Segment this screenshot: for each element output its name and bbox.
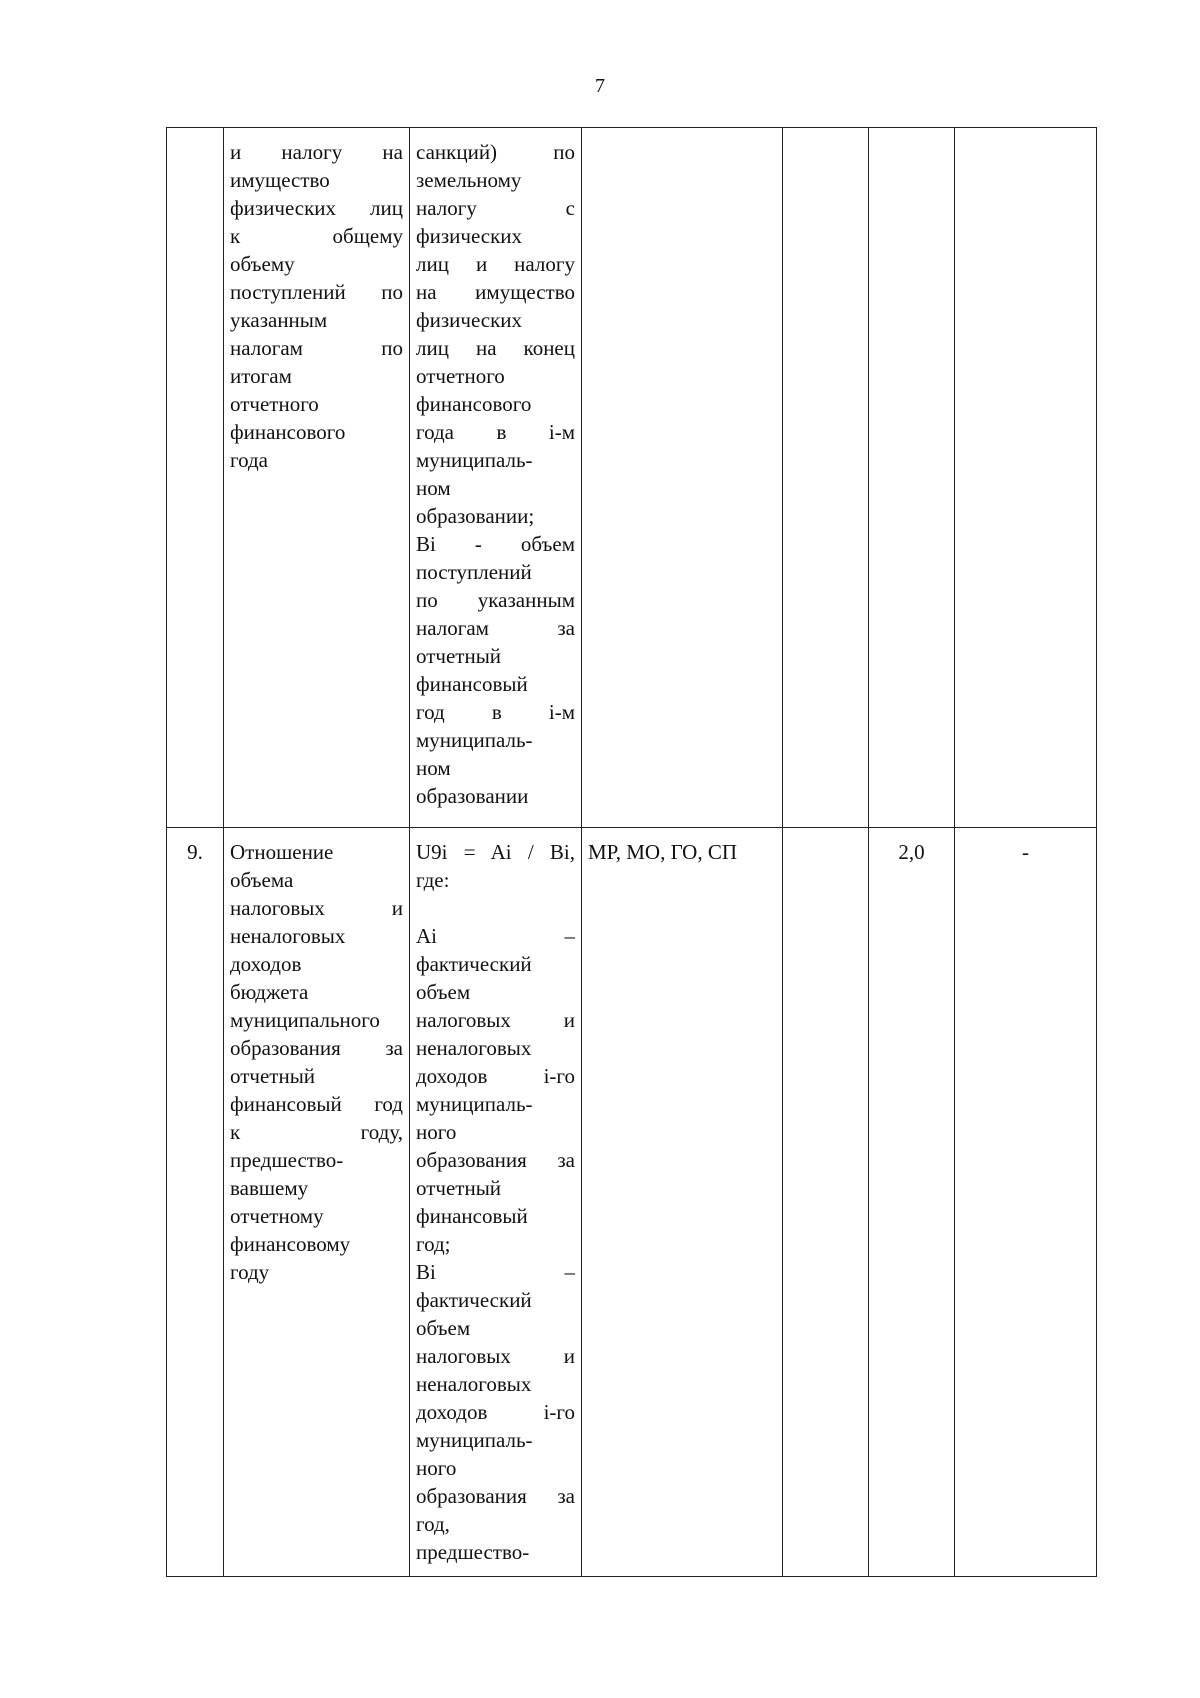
text-line: физических <box>416 224 523 248</box>
text-line: физических лиц <box>230 196 403 220</box>
page-number: 7 <box>595 75 605 97</box>
text-line: Отношение <box>230 840 334 864</box>
text-line: итогам <box>230 364 292 388</box>
text-line: ном <box>416 756 451 780</box>
text-line: неналоговых <box>230 924 346 948</box>
text-line: Bi - объем <box>416 532 575 556</box>
text-line: лиц и налогу <box>416 252 575 276</box>
text-line: налогам за <box>416 616 575 640</box>
text-line: фактический <box>416 1288 532 1312</box>
column-7-cell <box>955 128 1097 828</box>
row-number-cell <box>167 128 224 828</box>
text-line: к году, <box>230 1120 403 1144</box>
text-line: муниципаль- <box>416 448 533 472</box>
text-line: отчетный <box>416 1176 502 1200</box>
text-line: ном <box>416 476 451 500</box>
column-5-cell <box>783 828 869 1577</box>
text-line: указанным <box>230 308 328 332</box>
text-line: образовании <box>416 784 529 808</box>
text-line: фактический <box>416 952 532 976</box>
text-line: года <box>230 448 268 472</box>
text-line: где: <box>416 868 450 892</box>
text-line: бюджета <box>230 980 309 1004</box>
text-line: финансовому <box>230 1232 351 1256</box>
indicator-name-cell <box>224 128 410 828</box>
text-line: доходов i-го <box>416 1064 575 1088</box>
weight-cell: 2,0 <box>869 828 955 1577</box>
applies-to-cell <box>582 128 783 828</box>
text-line: муниципаль- <box>416 1428 533 1452</box>
text-line: отчетный <box>416 644 502 668</box>
text-line: к общему <box>230 224 403 248</box>
text-line: и налогу на <box>230 140 403 164</box>
text-line: год; <box>416 1232 451 1256</box>
text-line: отчетному <box>230 1204 324 1228</box>
text-line: налоговых и <box>416 1008 575 1032</box>
text-line: году <box>230 1260 270 1284</box>
text-line: образования за <box>416 1148 575 1172</box>
text-line: отчетного <box>416 364 505 388</box>
text-line: финансовый <box>416 1204 528 1228</box>
text-line: физических <box>416 308 523 332</box>
text-line: ного <box>416 1120 457 1144</box>
text-line: образования за <box>416 1484 575 1508</box>
text-line: финансового <box>230 420 346 444</box>
text-line: налогам по <box>230 336 403 360</box>
text-line: неналоговых <box>416 1372 532 1396</box>
text-line: поступлений <box>416 560 532 584</box>
text-line: доходов <box>230 952 302 976</box>
applies-to-cell: МР, МО, ГО, СП <box>582 828 783 1577</box>
text-line: объем <box>416 980 471 1004</box>
text-line: Ai – <box>416 924 575 948</box>
column-7-cell: - <box>955 828 1097 1577</box>
table-row <box>167 128 1097 828</box>
text-line: налогу с <box>416 196 575 220</box>
text-line: муниципаль- <box>416 1092 533 1116</box>
text-line: год в i-м <box>416 700 575 724</box>
text-line: года в i-м <box>416 420 575 444</box>
text-line: финансовый год <box>230 1092 403 1116</box>
text-line: на имущество <box>416 280 575 304</box>
indicators-table <box>166 127 1097 1577</box>
text-line: муниципаль- <box>416 728 533 752</box>
text-line: налоговых и <box>230 896 403 920</box>
text-line: финансового <box>416 392 532 416</box>
text-line <box>416 894 575 922</box>
text-line: отчетный <box>230 1064 316 1088</box>
table-row <box>167 828 1097 1577</box>
text-line: отчетного <box>230 392 319 416</box>
text-line: поступлений по <box>230 280 403 304</box>
text-line: санкций) по <box>416 140 575 164</box>
text-line: образовании; <box>416 504 535 528</box>
text-line: предшество- <box>230 1148 344 1172</box>
text-line: лиц на конец <box>416 336 575 360</box>
text-line: доходов i-го <box>416 1400 575 1424</box>
text-line: финансовый <box>416 672 528 696</box>
column-5-cell <box>783 128 869 828</box>
text-line: U9i = Ai / Bi, <box>416 840 575 864</box>
text-line: образования за <box>230 1036 403 1060</box>
formula-cell <box>410 128 582 828</box>
text-line: вавшему <box>230 1176 309 1200</box>
formula-cell <box>410 828 582 1577</box>
row-number-cell: 9. <box>167 828 224 1577</box>
text-line: неналоговых <box>416 1036 532 1060</box>
text-line: ного <box>416 1456 457 1480</box>
text-line: Bi – <box>416 1260 575 1284</box>
text-line: год, <box>416 1512 450 1536</box>
text-line: по указанным <box>416 588 575 612</box>
text-line: имущество <box>230 168 330 192</box>
text-line: предшество- <box>416 1540 530 1564</box>
text-line: земельному <box>416 168 522 192</box>
text-line: объема <box>230 868 294 892</box>
text-line: налоговых и <box>416 1344 575 1368</box>
weight-cell <box>869 128 955 828</box>
text-line: объему <box>230 252 295 276</box>
indicator-name-cell <box>224 828 410 1577</box>
text-line: объем <box>416 1316 471 1340</box>
text-line: муниципального <box>230 1008 380 1032</box>
